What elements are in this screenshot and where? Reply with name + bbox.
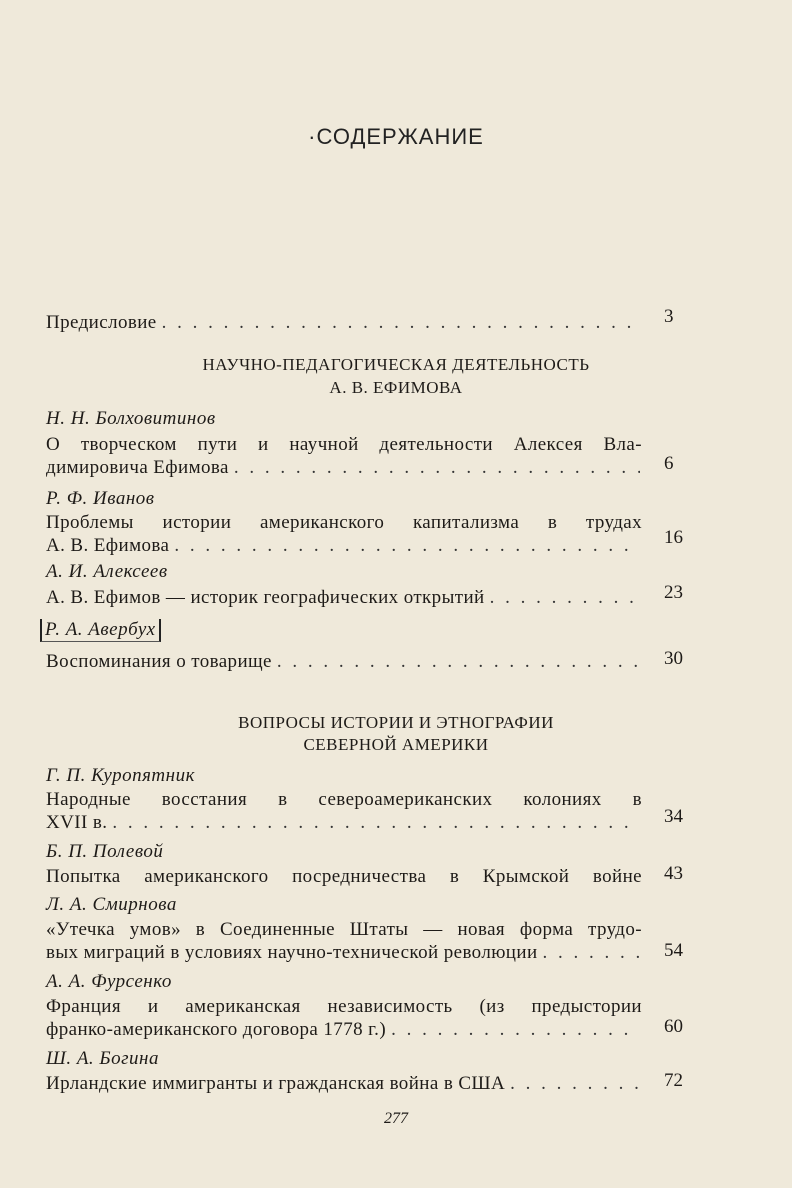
leader-dots [490,587,640,609]
page-number: 54 [664,940,683,961]
entry-title-cont[interactable]: XVII в. . . . [46,812,642,834]
page-number: 23 [664,582,683,603]
section-title: ВОПРОСЫ ИСТОРИИ И ЭТНОГРАФИИ [238,713,554,732]
section-title-line2: А. В. ЕФИМОВА [329,378,463,397]
entry-title: «Утечка умов» в Соединенные Штаты — новая форма трудо- [46,919,642,940]
entry-title: Проблемы истории американского капитализма в трудах [46,512,642,533]
page-number: 30 [664,648,683,669]
author-name: Ш. А. Богина [46,1048,159,1069]
author-name: Н. Н. Болховитинов [46,408,216,429]
entry-title-cont[interactable]: А. В. Ефимова . . . [46,535,642,557]
entry-title: Попытка американского посредничества в Крымской войне [46,866,642,887]
entry-title: Предисловие [46,312,157,333]
author-name: Г. П. Куропятник [46,765,195,786]
page-number: 3 [664,306,674,327]
entry-line[interactable]: Воспоминания о товарище . . . [46,651,642,673]
leader-dots [162,312,640,334]
footer-page-number: 277 [384,1110,408,1127]
section-title-line2: СЕВЕРНОЙ АМЕРИКИ [303,735,489,754]
entry-title-cont[interactable]: вых миграций в условиях научно-технической революции . . . [46,942,642,964]
leader-dots [174,535,640,557]
leader-dots [510,1073,640,1095]
page-number: 43 [664,863,683,884]
entry-title-cont[interactable]: димировича Ефимова . . . [46,457,642,479]
leader-dots [277,651,640,673]
author-name-boxed: Р. А. Авербух [40,619,161,642]
leader-dots [391,1019,640,1041]
page-number: 6 [664,453,674,474]
entry-title: Франция и американская независимость (из предыстории [46,996,642,1017]
page-number: 16 [664,527,683,548]
entry-title: О творческом пути и научной деятельности Алексея Вла- [46,434,642,455]
page-number: 60 [664,1016,683,1037]
author-name: Л. А. Смирнова [46,894,177,915]
preface-entry[interactable] [46,312,642,334]
entry-line[interactable]: Ирландские иммигранты и гражданская война в США . . . [46,1073,642,1095]
page-number: 34 [664,806,683,827]
author-name: Р. Ф. Иванов [46,488,155,509]
leader-dots [112,812,640,834]
author-name: А. И. Алексеев [46,561,168,582]
leader-dots [234,457,640,479]
page-heading: ·СОДЕРЖАНИЕ [308,124,484,149]
entry-line[interactable]: А. В. Ефимов — историк географических открытий . . . [46,587,642,609]
entry-title-cont[interactable]: франко-американского договора 1778 г.) . . . [46,1019,642,1041]
page-number: 72 [664,1070,683,1091]
leader-dots [543,942,640,964]
entry-title: Народные восстания в североамериканских колониях в [46,789,642,810]
author-name: А. А. Фурсенко [46,971,172,992]
section-title: НАУЧНО-ПЕДАГОГИЧЕСКАЯ ДЕЯТЕЛЬНОСТЬ [202,355,590,374]
author-name: Б. П. Полевой [46,841,164,862]
